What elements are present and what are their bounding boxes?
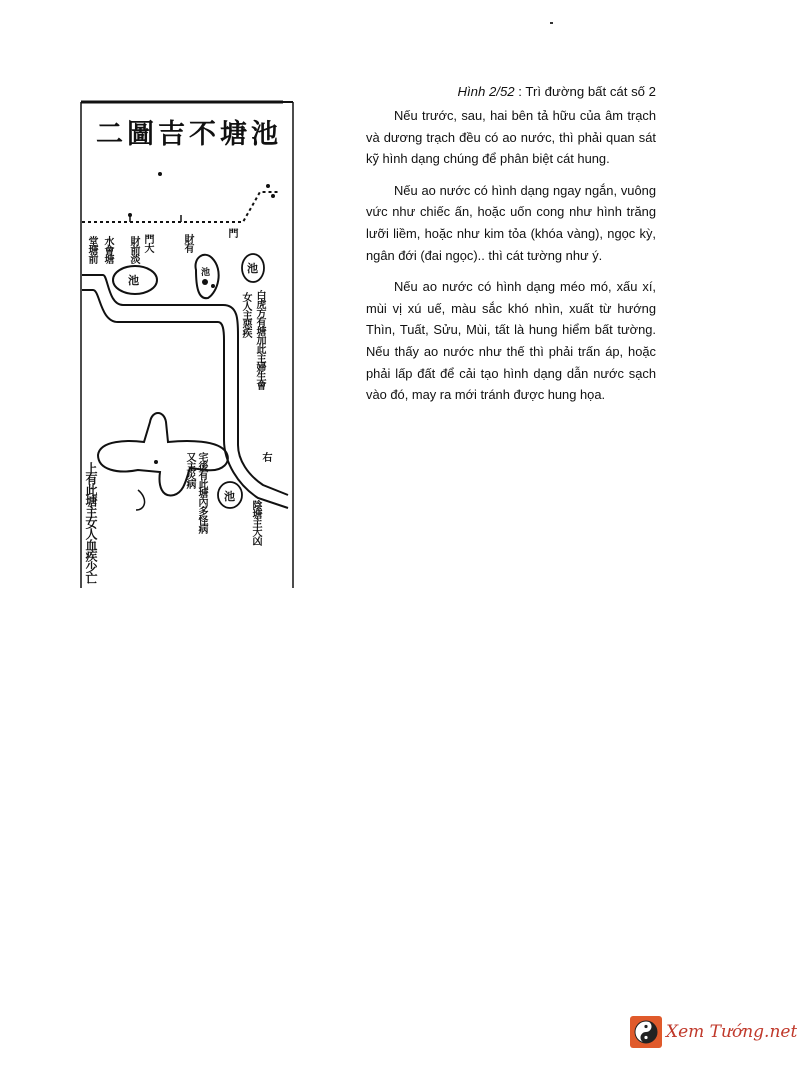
pond-label: 池 <box>247 262 258 275</box>
annotation-column: 上有此塘主女人血疾少亡 <box>84 462 98 583</box>
annotation-column: 白虎方有塘加此主婦生會 <box>254 290 265 389</box>
figure-caption <box>366 84 656 99</box>
annotation-column: 堂塘前 <box>86 236 97 263</box>
watermark-logo[interactable] <box>630 1016 797 1048</box>
annotation-column: 陰塘主大凶 <box>250 500 261 545</box>
annotation-column: 女人主惡疾 <box>240 292 251 337</box>
caption-text: : Trì đường bất cát số 2 <box>514 84 656 99</box>
watermark-text: Xem Tướng.net <box>666 1022 797 1042</box>
caption-label: Hình 2/52 <box>457 84 515 99</box>
annotation-column: 又主災病 <box>184 452 195 488</box>
pond-label: 池 <box>201 268 211 278</box>
paragraph: Nếu ao nước có hình dạng méo mó, xấu xí, mùi vị xú uế, màu sắc khó nhìn, xuất từ hướng Thìn, Tuất, Sửu, Mùi, tất là hung hiểm bất tường. Nếu thấy ao nước như thế thì phải trấn áp, hoặc phải lấp đất để cải tạo hình dạng dẫn nước sạch vào đó, may ra mới tránh được hung họa. <box>366 279 656 403</box>
annotation-column: 財前淡 <box>128 236 139 263</box>
feng-shui-diagram <box>78 100 298 588</box>
annotation-column: 右 <box>260 452 271 461</box>
diagram-title: 二圖吉不塘池 <box>96 119 282 150</box>
annotation-column: 宅後有此塘內多怪病 <box>196 452 207 533</box>
article-text <box>366 84 656 416</box>
yin-yang-icon <box>630 1016 662 1048</box>
pond-label: 池 <box>128 274 139 287</box>
annotation-column: 門大 <box>142 234 153 252</box>
annotation-column: 財有 <box>182 234 193 252</box>
annotation-column: 門 <box>226 228 237 237</box>
paragraph: Nếu trước, sau, hai bên tả hữu của âm trạch và dương trạch đều có ao nước, thì phải quan sát kỹ hình dạng chúng để phân biệt cát hung. <box>366 108 656 167</box>
diagram-drawing <box>78 100 298 588</box>
stray-mark <box>550 22 553 24</box>
paragraph: Nếu ao nước có hình dạng ngay ngắn, vuông vức như chiếc ấn, hoặc uốn cong như hình trăng lưỡi liềm, hoặc như kim tỏa (khóa vàng), ngọc kỳ, ngân đới (đai ngọc).. thì cát tường như ý. <box>366 182 656 263</box>
annotation-column: 水會塘 <box>102 236 113 263</box>
pond-label: 池 <box>224 490 235 503</box>
